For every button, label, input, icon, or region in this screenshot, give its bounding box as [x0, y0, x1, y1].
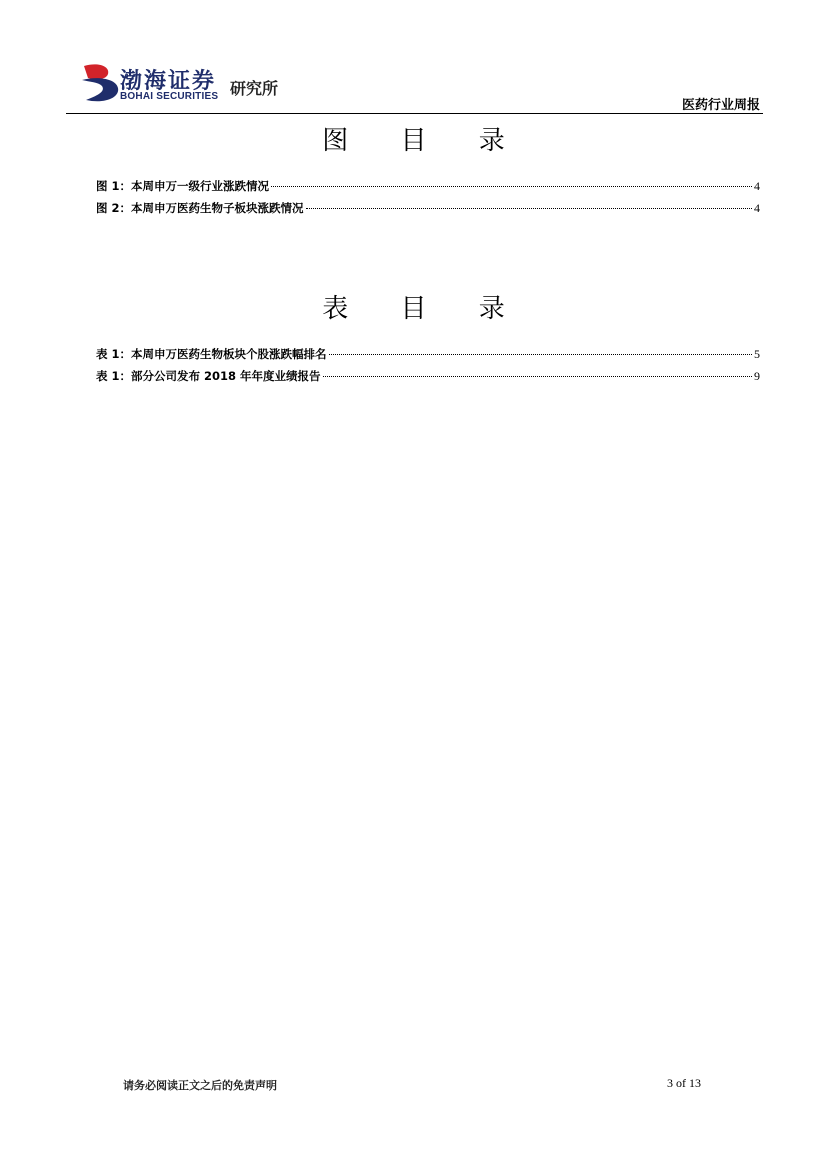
page-header [66, 60, 763, 114]
toc-entry[interactable] [96, 200, 760, 222]
toc-leader-dots [271, 186, 752, 187]
brand-name-cn: 渤海证券 [120, 69, 217, 94]
brand-name-en: BOHAI SECURITIES [120, 91, 219, 102]
report-type: 医药行业周报 [681, 98, 760, 113]
toc-entry-label: 表 1：部分公司发布 2018 年年度业绩报告 [96, 369, 321, 383]
tables-toc-title: 表 目 录 [322, 294, 527, 324]
toc-entry[interactable] [96, 178, 760, 200]
toc-entry-page: 9 [754, 369, 760, 383]
footer-disclaimer: 请务必阅读正文之后的免责声明 [123, 1079, 277, 1092]
header-divider [66, 113, 763, 114]
toc-entry-label: 表 1：本周申万医药生物板块个股涨跌幅排名 [96, 347, 327, 361]
toc-entry-page: 4 [754, 179, 760, 193]
toc-leader-dots [329, 354, 752, 355]
tables-toc-list [96, 346, 760, 390]
toc-entry[interactable] [96, 368, 760, 390]
brand-subtitle: 研究所 [230, 79, 279, 98]
figures-toc-title: 图 目 录 [322, 126, 527, 156]
toc-leader-dots [306, 208, 752, 209]
figures-toc-list [96, 178, 760, 222]
toc-leader-dots [323, 376, 752, 377]
toc-entry-label: 图 2：本周申万医药生物子板块涨跌情况 [96, 201, 304, 215]
toc-entry-label: 图 1：本周申万一级行业涨跌情况 [96, 179, 270, 193]
toc-entry-page: 4 [754, 201, 760, 215]
bohai-logo-icon [78, 62, 122, 104]
footer-page-number: 3 of 13 [667, 1076, 701, 1090]
toc-entry-page: 5 [754, 347, 760, 361]
toc-entry[interactable] [96, 346, 760, 368]
